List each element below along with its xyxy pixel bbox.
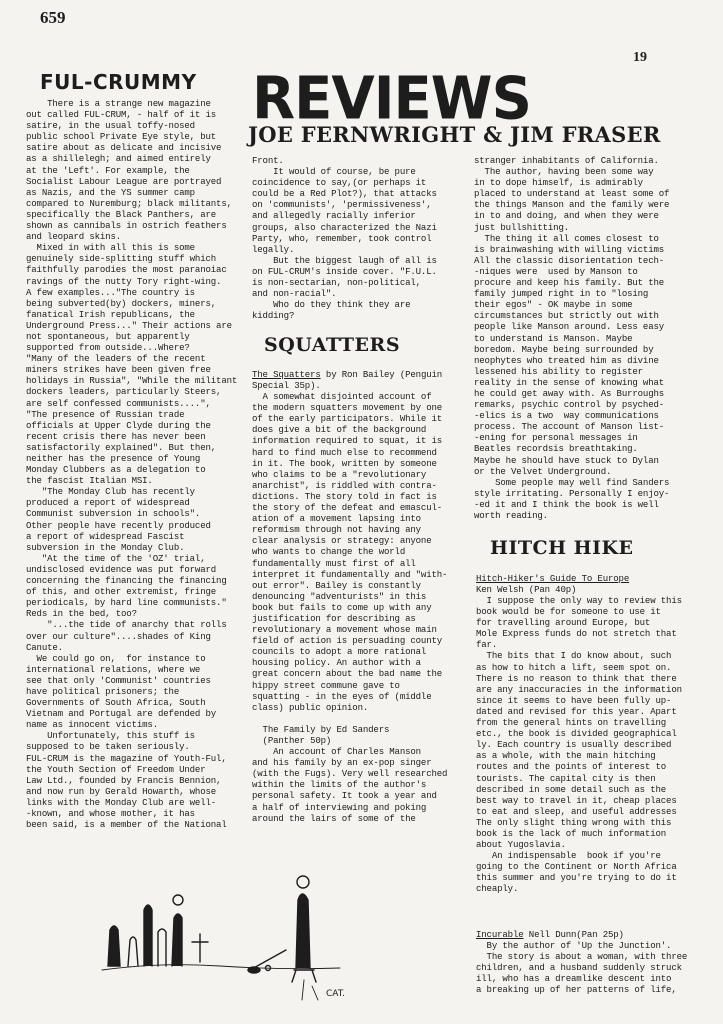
col3-top-line: reality in the sense of knowing what (474, 376, 665, 388)
col1-line: holidays in Russia", "While the militant (26, 375, 238, 387)
col1-line: periodicals, by hard line communists." (26, 597, 227, 609)
col2-top-text (252, 155, 437, 321)
col3-mid-line: book would be for someone to use it (476, 606, 661, 618)
col1-line: out called FUL-CRUM, - half of it is (26, 109, 217, 121)
col1-line: "The presence of Russian trade (26, 408, 185, 420)
col1-line: supported from outside...Where? (26, 342, 190, 354)
col1-line: produced a report of widespread (26, 497, 190, 509)
col1-line: Communist subversion in schools". (26, 508, 201, 520)
col2-bottom-line: reformism through not having any (252, 524, 421, 536)
col2-bottom-line: around the lairs of some of the (252, 812, 416, 824)
col3-mid-line: for travelling around Europe, but (476, 617, 651, 629)
col3-top-line: their egos" - OK maybe in some (474, 299, 633, 311)
col2-bottom-line: a half of interviewing and poking (252, 801, 427, 813)
col2-bottom-line: does give a bit of the background (252, 424, 427, 436)
col1-line: specifically the Black Panthers, are (26, 208, 217, 220)
col1-line: Underground Press..." Their actions are (26, 319, 232, 331)
masthead-title: REVIEWS (252, 64, 531, 133)
col3-top-line: The author, having been some way (474, 166, 654, 178)
col3-mid-line: tourists. The capital city is then (476, 772, 656, 784)
col2-bottom-line: housing policy. An author with a (252, 657, 421, 669)
col3-mid-line: since it seems to have been fully up- (476, 694, 672, 706)
col2-bottom-line: great concern about the bad name the (252, 668, 443, 680)
col2-bottom-line: squatting - in the eyes of (middle (252, 690, 432, 702)
col1-line: are self confessed communists....", (26, 397, 211, 409)
col1-line: recent crisis there has never been (26, 430, 206, 442)
col1-line: been said, is a member of the National (26, 819, 227, 831)
col2-top-line: and allegedly racially inferior (252, 210, 416, 222)
col1-line: links with the Monday Club are well- (26, 796, 217, 808)
col3-mid-line: cheaply. (476, 883, 519, 895)
col3-mid-line: dated and revised for this year. Apart (476, 705, 677, 717)
col3-mid-line: going to the Continent or North Africa (476, 861, 677, 873)
col1-line: Unfortunately, this stuff is (26, 730, 195, 742)
col1-line: supposed to be taken seriously. (26, 741, 190, 753)
squatters-book-info: by Ron Bailey (Penguin (320, 369, 443, 380)
col3-mid-line: ly. Each country is usually described (476, 739, 672, 751)
col2-bottom-line: revolutionary a movement whose main (252, 624, 437, 636)
col1-line: have political prisoners; the (26, 685, 180, 697)
col3-top-line: The thing it all comes closest to (474, 232, 659, 244)
col1-line: "The Monday Club has recently (26, 486, 195, 498)
col3-top-line: Beatles recordsis breathtaking. (474, 443, 638, 455)
col3-top-line: people like Manson around. Less easy (474, 321, 665, 333)
col2-top-line: kidding? (252, 310, 295, 322)
col2-top-line: is non-sectarian, non-political, (252, 277, 421, 289)
col1-line: Mixed in with all this is some (26, 242, 195, 254)
col1-line: neither has the presence of Young (26, 453, 201, 464)
hitch-review-text (476, 595, 682, 895)
col1-line: Governments of South Africa, South (26, 697, 206, 709)
col2-bottom-line: An account of Charles Manson (252, 746, 421, 758)
col3-top-line: remarks, psychic control by psyched- (474, 399, 665, 411)
col2-bottom-line: (Panther 50p) (252, 735, 332, 746)
col2-bottom-line: (with the Fugs). Very well researched (252, 768, 448, 780)
col1-line: We could go on, for instance to (26, 652, 206, 664)
col1-line: and now run by Gerald Howarth, whose (26, 785, 217, 797)
hitch-book-title-text: Hitch-Hiker's Guide To Europe (476, 573, 630, 584)
byline: JOE FERNWRIGHT & JIM FRASER (248, 122, 661, 147)
col3-bottom-line: a breaking up of her patterns of life, (476, 984, 677, 996)
col3-mid-line: from the general hints on travelling (476, 717, 667, 729)
col1-line: satire, in the usual toffy-nosed (26, 120, 195, 132)
col2-bottom-line: denouncing "adventurists" in this (252, 590, 427, 602)
col2-top-line: on FUL-CRUM's inside cover. "F.U.L. (252, 265, 437, 277)
col3-top-line: is brainwashing with willing victims (474, 243, 665, 255)
col3-top-line: stranger inhabitants of California. (474, 155, 659, 166)
col2-bottom-line: out error". Bailey is constantly (252, 579, 421, 591)
col2-top-line: Front. (252, 155, 284, 166)
col1-line: being subverted(by) dockers, miners, (26, 297, 217, 309)
col3-top-line: to understand is Manson. Maybe (474, 332, 633, 344)
col3-mid-line: best way to travel in it, cheap places (476, 794, 677, 806)
fulcrummy-heading: FUL-CRUMMY (40, 70, 197, 94)
col3-top-line: he could get away with. As Burroughs (474, 387, 665, 399)
col1-line: at the 'Left'. For example, the (26, 164, 190, 176)
col3-mid-line: There is no reason to think that there (476, 672, 677, 684)
page-number-right: 19 (633, 50, 647, 65)
col1-line: There is a strange new magazine (26, 98, 211, 109)
col2-bottom-line: The Family by Ed Sanders (252, 723, 390, 735)
col1-line: public school Private Eye style, but (26, 131, 217, 143)
col1-line: over our culture"....shades of King (26, 630, 211, 642)
col1-line: as a shillelegh; and aimed entirely (26, 153, 211, 165)
col1-line: A few examples..."The country is (26, 286, 195, 298)
col1-line: name as innocent victims. (26, 719, 158, 731)
col2-top-line: But the biggest laugh of all is (252, 254, 437, 266)
hitch-book-author: Ken Welsh (Pan 40p) (476, 584, 577, 595)
col3-top-line: worth reading. (474, 510, 548, 521)
col2-bottom-line: the story of the defeat and emascul- (252, 502, 443, 514)
col1-line: Other people have recently produced (26, 519, 211, 531)
col1-line: Socialist Labour League are portrayed (26, 175, 222, 187)
col2-bottom-line: Special 35p). (252, 380, 321, 391)
col1-line: Canute. (26, 641, 63, 653)
col2-bottom-line: who claims to be a "revolutionary (252, 468, 427, 480)
col2-top-line: legally. (252, 243, 295, 255)
col2-bottom-line: in it. The book, written by someone (252, 457, 437, 469)
col2-bottom-line: clear analysis or strategy: anyone (252, 535, 432, 547)
col3-top-line: or the Velvet Underground. (474, 465, 612, 477)
col1-line: Vietnam and Portugal are defended by (26, 708, 217, 720)
col2-bottom-line: the modern squatters movement by one (252, 402, 443, 414)
col1-line: see that only 'Communist' countries (26, 674, 211, 686)
col1-line: dockers leaders, particularly Steers, (26, 386, 222, 398)
col1-line: FUL-CRUM is the magazine of Youth-Ful, (26, 752, 227, 764)
col1-line: fanatical Irish republicans, the (26, 308, 195, 320)
artist-signature: CAT. (326, 989, 346, 999)
col1-line: satire about as delicate and incisive (26, 142, 222, 154)
hitch-hike-heading: HITCH HIKE (490, 537, 634, 559)
col3-top-line: family jumped right in to "losing (474, 288, 649, 300)
col3-mid-line: to eat and sleep, and useful addresses (476, 805, 677, 817)
col2-top-line: and non-racial". (252, 288, 337, 300)
col2-top-line: Who do they think they are (252, 299, 411, 311)
col1-line: as Nazis, and the YS summer camp (26, 186, 195, 198)
squatters-book-line (252, 369, 442, 380)
col3-top-line: -ed it and I think the book is well (474, 498, 659, 510)
squatters-review-text (252, 380, 447, 824)
col3-mid-line: An indispensable book if you're (476, 850, 661, 862)
col3-mid-line: this summer and you're trying to do it (476, 872, 677, 884)
col3-bottom-line: By the author of 'Up the Junction'. (476, 940, 672, 951)
fulcrummy-column (26, 98, 237, 830)
col3-mid-line: Mole Express funds do not stretch that (476, 628, 677, 640)
incurable-book-title: Incurable (476, 929, 524, 940)
col3-top-line: -ening for personal messages in (474, 432, 638, 444)
col3-mid-line: are any inaccuracies in the information (476, 683, 682, 695)
col2-bottom-line: hippy street commune gave to (252, 679, 400, 691)
col1-line: and leopard skins. (26, 231, 122, 243)
page-number-left: 659 (40, 8, 66, 27)
squatters-heading: SQUATTERS (264, 334, 401, 356)
col3-mid-line: as a whole, with the main hitching (476, 750, 656, 762)
col2-bottom-line: field of action is persuading county (252, 635, 443, 647)
col2-top-line: could be a Red Plot?), that attacks (252, 188, 437, 200)
col1-line: the Youth Section of Freedom Under (26, 763, 206, 775)
col3-mid-line: about Yugoslavia. (476, 839, 566, 851)
col1-line: miners strikes have been given free (26, 364, 211, 376)
col1-line: officials at Upper Clyde during the (26, 419, 211, 431)
col1-line: not spontaneous, but apparently (26, 330, 190, 342)
col3-top-line: Maybe he should have stuck to Dylan (474, 454, 659, 466)
col2-bottom-line: personal safety. It took a year and (252, 790, 437, 802)
col2-top-line: on 'communists', 'permissiveness', (252, 199, 432, 211)
col2-bottom-line: fundamentally must first of all (252, 557, 416, 569)
col3-mid-line: I suppose the only way to review this (476, 595, 682, 606)
col2-top-line: groups, also characterized the Nazi (252, 221, 437, 233)
col3-top-line: -elics is a two way communications (474, 410, 659, 422)
col1-line: satisfactorily explained". But then, (26, 441, 217, 453)
col2-bottom-line (252, 713, 447, 724)
col3-mid-line: routes and the points of interest to (476, 761, 667, 773)
col3-bottom-line: ill, who has a dreamlike descent into (476, 973, 672, 985)
col1-line: ravings of the nutty Tory right-wing. (26, 275, 222, 287)
col2-bottom-line: councils to adopt a more rational (252, 646, 427, 658)
col3-top-line: lessened his ability to register (474, 365, 643, 377)
col2-top-line: It would of course, be pure (252, 166, 416, 178)
col2-bottom-line: interpret it fundamentally and "with- (252, 568, 448, 580)
col2-bottom-line: hard to find much else to recommend (252, 446, 437, 458)
col1-line: of this, and other extremist, fringe (26, 586, 217, 598)
col3-top-line: in to and doing, and when they were (474, 210, 659, 222)
incurable-book-line (476, 929, 624, 940)
col3-mid-line: as how to hitch a lift, seem spot on. (476, 661, 672, 673)
col3-top-line: just bullshitting. (474, 221, 570, 233)
col2-bottom-line: of the early participators. While it (252, 413, 443, 425)
col3-mid-line: etc., the book is divided geographical (476, 728, 677, 740)
col2-bottom-line: dictions. The story told in fact is (252, 490, 437, 502)
col3-mid-line: described in some detail such as the (476, 783, 667, 795)
incurable-review-text (476, 940, 687, 995)
col3-top-line: neophytes who treated him as divine (474, 354, 659, 366)
col3-top-line: Some people may well find Sanders (474, 476, 670, 488)
col2-bottom-line: within the limits of the author's (252, 779, 427, 791)
col1-line: undisclosed evidence was put forward (26, 563, 217, 575)
col1-line: concerning the financing the financing (26, 575, 227, 587)
col1-line: compared to Nuremburg; black militants, (26, 197, 232, 209)
col2-bottom-line: and his family by an ex-pop singer (252, 757, 432, 769)
col2-bottom-line: A somewhat disjointed account of (252, 391, 432, 403)
col1-line: Reds in the bed, too? (26, 608, 137, 620)
incurable-book-info: Nell Dunn(Pan 25p) (523, 929, 624, 940)
col3-top-line: process. The account of Manson list- (474, 421, 665, 433)
col3-mid-line: far. (476, 639, 498, 651)
col3-mid-line: book is the lack of much information (476, 827, 667, 839)
col3-top-line: -niques were used by Manson to (474, 265, 638, 277)
col2-top-line: Party, who, remember, took control (252, 232, 432, 244)
col2-top-line: coincidence to say,(or perhaps it (252, 177, 427, 189)
col2-bottom-line: ation of a movement lapsing into (252, 513, 421, 525)
col3-top-line: procure and keep his family. But the (474, 277, 665, 289)
hitch-book-title (476, 573, 629, 584)
col3-mid-line: The only slight thing wrong with this (476, 816, 672, 828)
cartoon-illustration (100, 870, 460, 1010)
col1-line: international relations, where we (26, 663, 201, 675)
col3-top-text (474, 155, 669, 521)
col1-line: a report of widespread Fascist (26, 530, 185, 542)
col3-top-line: style irritating. Personally I enjoy- (474, 487, 670, 499)
col3-top-line: boredom. Maybe being surrounded by (474, 343, 654, 355)
col3-top-line: circumstances but strictly out with (474, 310, 659, 322)
col3-top-line: All the classic disorientation tech- (474, 254, 665, 266)
col1-line: Law Ltd., founded by Francis Bennion, (26, 774, 222, 786)
col1-line: subversion in the Monday Club. (26, 541, 185, 553)
col3-bottom-line: The story is about a woman, with three (476, 951, 688, 963)
col3-bottom-line: children, and a husband suddenly struck (476, 962, 682, 974)
squatters-book-title: The Squatters (252, 369, 321, 380)
col2-bottom-line: who wants to change the world (252, 546, 406, 558)
col3-top-line: the things Manson and the family were (474, 199, 670, 211)
col1-line: the fascist Italian MSI. (26, 475, 153, 487)
col1-line: "...the tide of anarchy that rolls (26, 619, 227, 631)
col2-bottom-line: justification for describing as (252, 612, 416, 624)
col2-bottom-line: information required to squat, it is (252, 435, 443, 447)
col3-top-line: in to dope himself, is admirably (474, 177, 643, 189)
col1-line: "Many of the leaders of the recent (26, 353, 206, 365)
col2-bottom-line: class) public opinion. (252, 701, 369, 713)
col1-line: faithfully parodies the most paranoiac (26, 264, 227, 276)
col3-top-line: placed to understand at least some of (474, 188, 670, 200)
col3-mid-line: The bits that I do know about, such (476, 650, 672, 662)
col1-line: shown as cannibals in ostrich feathers (26, 220, 227, 232)
col1-line: Monday Clubbers as a delegation to (26, 464, 206, 476)
col2-bottom-line: book but fails to come up with any (252, 601, 432, 613)
col1-line: -known, and whose mother, it has (26, 808, 195, 819)
col1-line: genuinely side-splitting stuff which (26, 253, 217, 265)
col1-line: "At the time of the 'OZ' trial, (26, 552, 206, 564)
col2-bottom-line: anarchist", is riddled with contra- (252, 479, 437, 491)
